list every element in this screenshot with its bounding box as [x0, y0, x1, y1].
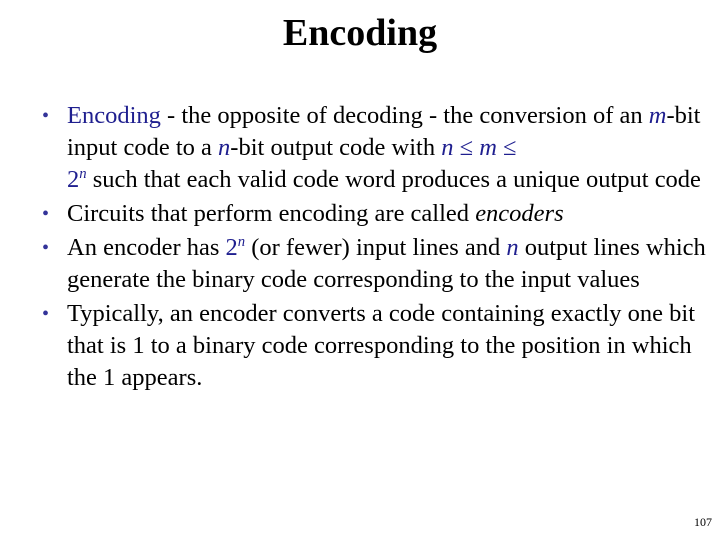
bullet-marker: • [42, 237, 50, 259]
text-segment: Typically, an encoder converts a code containing exactly one bit that is 1 to a binary code corresponding to the position in which the 1 appears. [67, 300, 696, 391]
bullet-marker: • [42, 203, 50, 225]
text-segment: -bit output code with [230, 134, 442, 161]
var-m: m [479, 134, 497, 161]
var-n: n [506, 234, 519, 261]
power-exponent: n [237, 233, 246, 250]
le-symbol: ≤ [496, 134, 517, 161]
var-n: n [441, 134, 454, 161]
text-segment: output lines which generate the binary code corresponding to the input values [67, 234, 706, 293]
text-segment: such that each valid code word produces a unique output code [86, 166, 701, 193]
power-base: 2 [67, 166, 80, 193]
page-number: 107 [694, 515, 712, 529]
power-base: 2 [225, 234, 238, 261]
bullet-item-encoders [40, 198, 710, 230]
bullet-list [40, 100, 710, 396]
text-segment: Circuits that perform encoding are called [67, 200, 476, 227]
text-segment: An encoder has [67, 234, 226, 261]
le-symbol: ≤ [453, 134, 480, 161]
bullet-marker: • [42, 303, 50, 325]
term-encoding: Encoding [67, 102, 161, 129]
term-encoders: encoders [475, 200, 564, 227]
slide-title: Encoding [282, 12, 438, 54]
text-segment: - the opposite of decoding - the conversion of an [160, 102, 649, 129]
var-m: m [648, 102, 667, 129]
bullet-item-definition [40, 100, 710, 196]
bullet-item-input-lines [40, 232, 710, 296]
bullet-item-typically [40, 298, 710, 394]
bullet-marker: • [42, 105, 50, 127]
power-exponent: n [79, 165, 87, 182]
var-n: n [218, 134, 231, 161]
text-segment: (or fewer) input lines and [245, 234, 507, 261]
text-segment: -bit input code to a [67, 102, 701, 161]
